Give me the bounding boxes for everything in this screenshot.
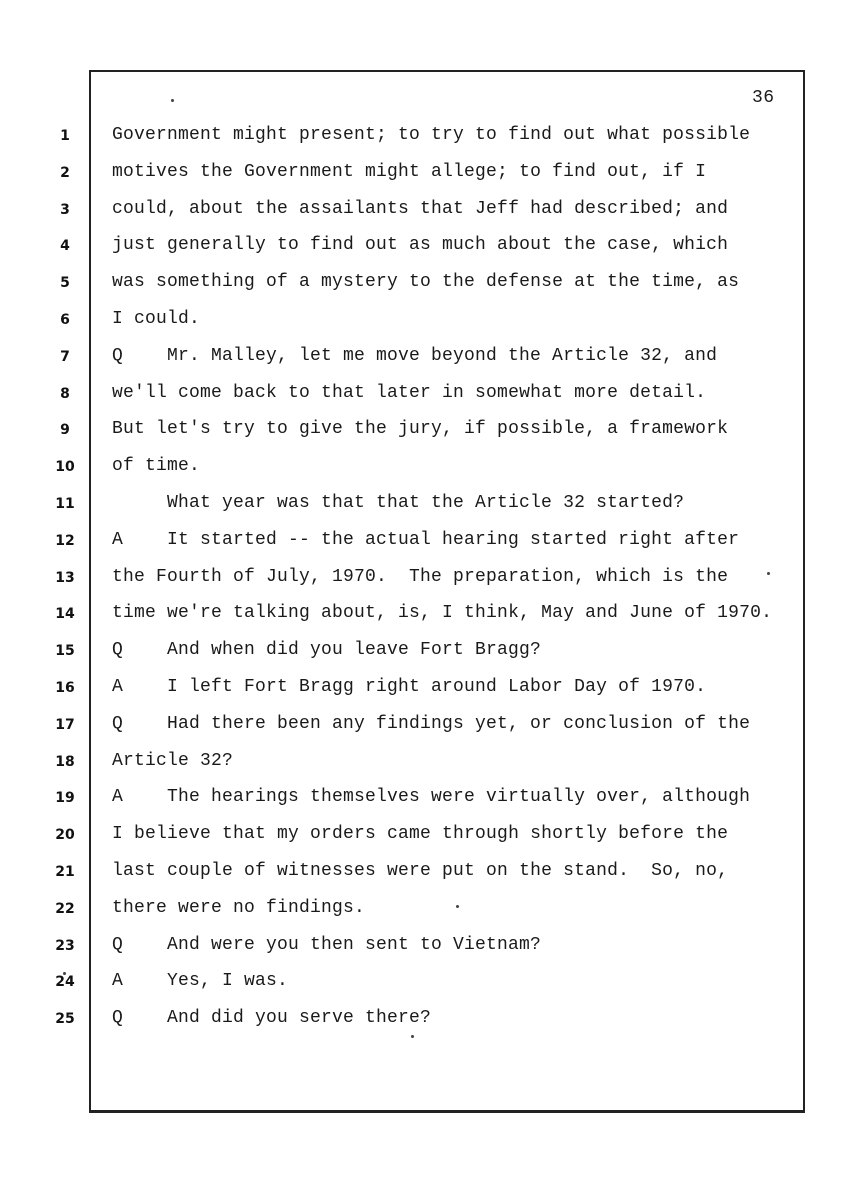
line-text: And did you serve there?	[167, 1008, 432, 1028]
transcript-line	[112, 861, 728, 881]
transcript-line	[112, 971, 288, 991]
transcript-line	[112, 309, 200, 329]
line-text: the Fourth of July, 1970. The preparation, which is the	[112, 567, 729, 587]
line-text: of time.	[112, 456, 201, 476]
transcript-line	[112, 824, 728, 844]
line-number: 21	[55, 864, 75, 880]
line-number: 16	[55, 680, 75, 696]
scan-speck	[171, 99, 174, 102]
line-number: 25	[55, 1011, 75, 1027]
transcript-line	[112, 603, 772, 623]
line-number: 1	[60, 128, 70, 144]
line-text: could, about the assailants that Jeff had described; and	[112, 199, 729, 219]
line-text: there were no findings.	[112, 898, 366, 918]
line-number: 12	[55, 533, 75, 549]
page-border	[89, 70, 805, 1113]
line-number: 23	[55, 938, 75, 954]
line-number: 3	[60, 202, 70, 218]
transcript-line	[112, 898, 365, 918]
line-text: I left Fort Bragg right around Labor Day of 1970.	[167, 677, 707, 697]
line-text: I could.	[112, 309, 201, 329]
transcript-line	[112, 125, 750, 145]
line-text: Article 32?	[112, 751, 234, 771]
line-text: time we're talking about, is, I think, May and June of 1970.	[112, 603, 773, 623]
transcript-line	[112, 346, 717, 366]
transcript-line	[112, 677, 706, 697]
speaker-label: A	[112, 530, 124, 550]
line-number: 2	[60, 165, 70, 181]
line-text: The hearings themselves were virtually over, although	[167, 787, 751, 807]
line-number: 11	[55, 496, 75, 512]
line-number: 17	[55, 717, 75, 733]
line-number: 24	[55, 974, 75, 990]
transcript-line	[112, 456, 200, 476]
line-text: motives the Government might allege; to find out, if I	[112, 162, 707, 182]
line-number: 7	[60, 349, 70, 365]
transcript-line	[112, 419, 728, 439]
scan-speck	[411, 1035, 414, 1038]
transcript-line	[112, 640, 541, 660]
line-number: 13	[55, 570, 75, 586]
scan-speck	[767, 572, 770, 575]
speaker-label: A	[112, 677, 124, 697]
speaker-label: Q	[112, 1008, 124, 1028]
line-text: But let's try to give the jury, if possible, a framework	[112, 419, 729, 439]
line-text: Yes, I was.	[167, 971, 289, 991]
line-text: was something of a mystery to the defense at the time, as	[112, 272, 740, 292]
line-text: And when did you leave Fort Bragg?	[167, 640, 542, 660]
line-number: 19	[55, 790, 75, 806]
transcript-line	[112, 383, 706, 403]
line-text: What year was that that the Article 32 started?	[167, 493, 685, 513]
transcript-line	[112, 787, 750, 807]
transcript-line	[112, 751, 233, 771]
transcript-line	[112, 567, 728, 587]
line-text: Government might present; to try to find out what possible	[112, 125, 751, 145]
line-text: It started -- the actual hearing started right after	[167, 530, 740, 550]
transcript-line	[112, 530, 739, 550]
scan-speck	[456, 905, 459, 908]
speaker-label: A	[112, 787, 124, 807]
speaker-label: Q	[112, 935, 124, 955]
transcript-line	[112, 162, 706, 182]
line-text: Had there been any findings yet, or conclusion of the	[167, 714, 751, 734]
transcript-line	[112, 235, 728, 255]
line-number: 9	[60, 422, 70, 438]
line-text: just generally to find out as much about the case, which	[112, 235, 729, 255]
line-text: we'll come back to that later in somewhat more detail.	[112, 383, 707, 403]
speaker-label: Q	[112, 714, 124, 734]
transcript-line	[112, 714, 750, 734]
speaker-label: Q	[112, 640, 124, 660]
transcript-line	[112, 1008, 431, 1028]
line-text: And were you then sent to Vietnam?	[167, 935, 542, 955]
line-number: 5	[60, 275, 70, 291]
line-number: 10	[55, 459, 75, 475]
speaker-label: A	[112, 971, 124, 991]
line-number: 4	[60, 238, 70, 254]
line-number: 15	[55, 643, 75, 659]
line-number: 20	[55, 827, 75, 843]
line-number: 14	[55, 606, 75, 622]
speaker-label: Q	[112, 346, 124, 366]
transcript-line	[112, 935, 541, 955]
line-text: I believe that my orders came through shortly before the	[112, 824, 729, 844]
line-number: 8	[60, 386, 70, 402]
transcript-line	[112, 272, 739, 292]
line-text: Mr. Malley, let me move beyond the Article 32, and	[167, 346, 718, 366]
line-number: 18	[55, 754, 75, 770]
page-number: 36	[752, 88, 775, 108]
line-number: 22	[55, 901, 75, 917]
transcript-line	[112, 199, 728, 219]
line-text: last couple of witnesses were put on the stand. So, no,	[112, 861, 729, 881]
transcript-line	[112, 493, 684, 513]
line-number: 6	[60, 312, 70, 328]
